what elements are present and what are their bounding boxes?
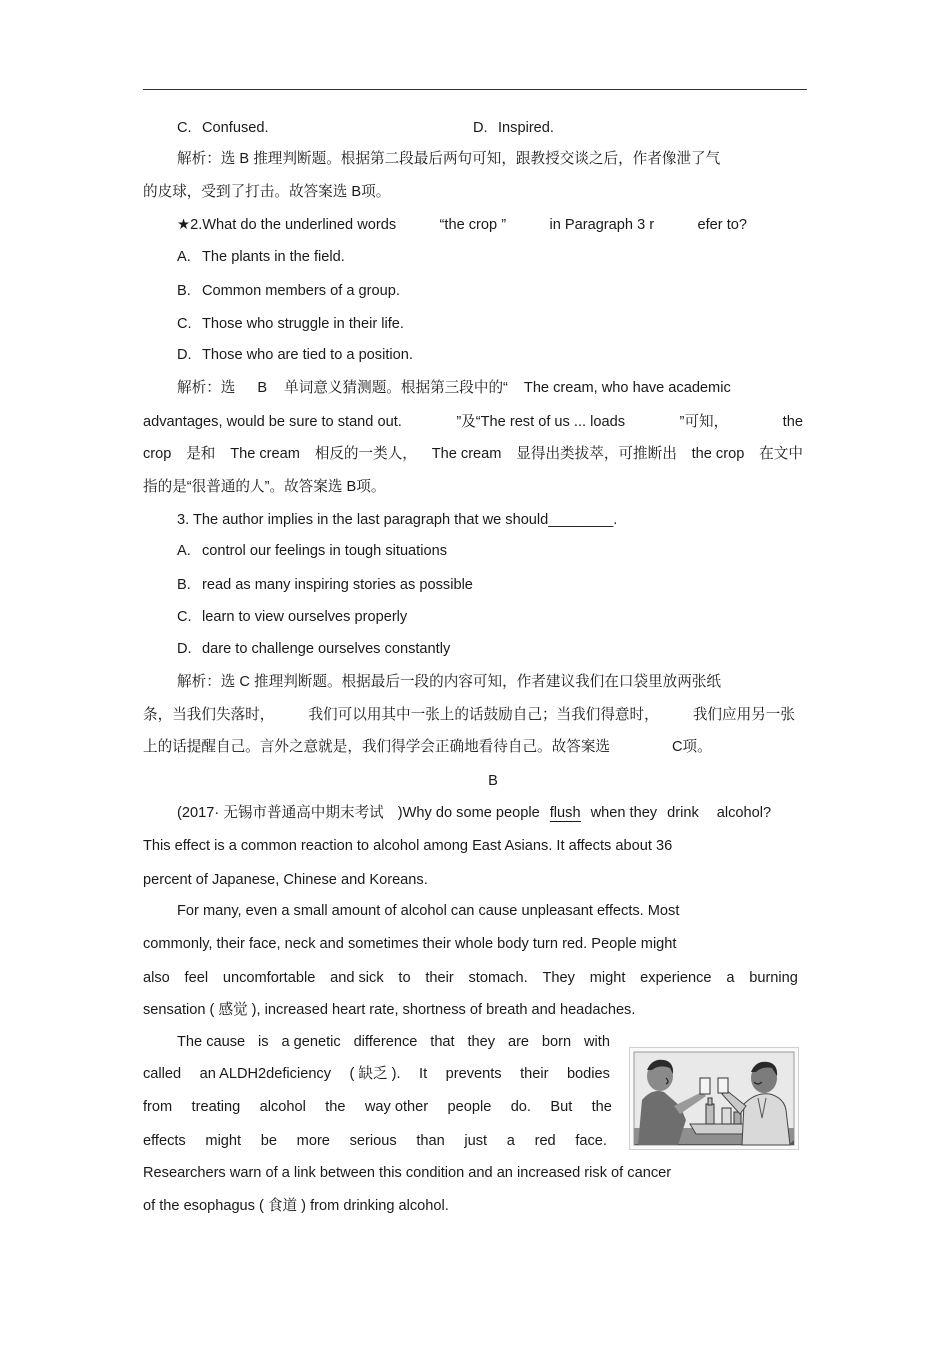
q2-analysis-line-2: advantages, would be sure to stand out. ”及“The rest of us ... loads ”可知， the [143,414,803,430]
passage-b-p1-line-1: (2017· 无锡市普通高中期末考试 )Why do some people flush when they drink alcohol? [177,805,772,821]
q2-stem: ★2.What do the underlined words “the crop ” in Paragraph 3 r efer to? [177,217,747,233]
passage-b-p3-line-4: effects might be more serious than just a red face. [143,1133,607,1149]
passage-b-p3-line-1: The cause is a genetic difference that they are born with [177,1034,610,1050]
passage-b-p2-line-4: sensation ( 感觉 ), increased heart rate, shortness of breath and headaches. [143,1002,636,1018]
passage-b-p3-line-5: Researchers warn of a link between this condition and an increased risk of cancer [143,1165,672,1181]
q3-option-a: A. control our feelings in tough situations [177,543,448,559]
passage-b-p1-line-2: This effect is a common reaction to alcohol among East Asians. It affects about 36 [143,838,673,854]
passage-b-p2-line-2: commonly, their face, neck and sometimes their whole body turn red. People might [143,936,677,952]
q2-analysis-line-3: crop 是和 The cream 相反的一类人， The cream 显得出类拔萃，可推断出 the crop 在文中 [143,446,803,462]
passage-b-p3-line-6: of the esophagus ( 食道 ) from drinking alcohol. [143,1198,449,1214]
q3-analysis-line-3: 上的话提醒自己。言外之意就是，我们得学会正确地看待自己。故答案选 C项。 [143,739,712,755]
q3-stem: 3. The author implies in the last paragraph that we should________. [177,512,618,528]
q1-analysis-line-1: 解析：选 B 推理判断题。根据第二段最后两句可知，跟教授交谈之后，作者像泄了气 [177,151,721,167]
q3-option-c: C. learn to view ourselves properly [177,609,408,625]
passage-b-heading: B [488,773,498,789]
passage-b-p2-line-3: also feel uncomfortable and sick to their stomach. They might experience a burning [143,970,798,986]
q3-analysis-line-1: 解析：选 C 推理判断题。根据最后一段的内容可知，作者建议我们在口袋里放两张纸 [177,674,722,690]
q2-analysis-line-1: 解析：选 B 单词意义猜测题。根据第三段中的“ The cream, who have academic [177,380,731,396]
q3-analysis-line-2: 条，当我们失落时， 我们可以用其中一张上的话鼓励自己；当我们得意时， 我们应用另一张 [143,707,795,723]
q1-analysis-line-2: 的皮球，受到了打击。故答案选 B项。 [143,184,391,200]
q2-analysis-line-4: 指的是“很普通的人”。故答案选 B项。 [143,479,386,495]
passage-b-p3-line-2: called an ALDH2deficiency ( 缺乏 ). It prevents their bodies [143,1066,610,1082]
q1-option-c: C. Confused. [177,120,269,136]
q1-option-d: D. Inspired. [473,120,554,136]
q3-option-d: D. dare to challenge ourselves constantly [177,641,451,657]
q2-option-d: D. Those who are tied to a position. [177,347,413,363]
drinking-illustration-image [630,1048,798,1149]
passage-b-p2-line-1: For many, even a small amount of alcohol can cause unpleasant effects. Most [177,903,680,919]
q3-option-b: B. read as many inspiring stories as possible [177,577,473,593]
passage-b-p3-line-3: from treating alcohol the way other people do. But the [143,1099,612,1115]
passage-b-p1-line-3: percent of Japanese, Chinese and Koreans. [143,872,428,888]
underlined-word-flush: flush [549,805,581,821]
q2-option-b: B. Common members of a group. [177,283,400,299]
q2-option-a: A. The plants in the field. [177,249,345,265]
q2-option-c: C. Those who struggle in their life. [177,316,404,332]
drinking-illustration [629,1047,799,1150]
header-rule [143,89,807,90]
